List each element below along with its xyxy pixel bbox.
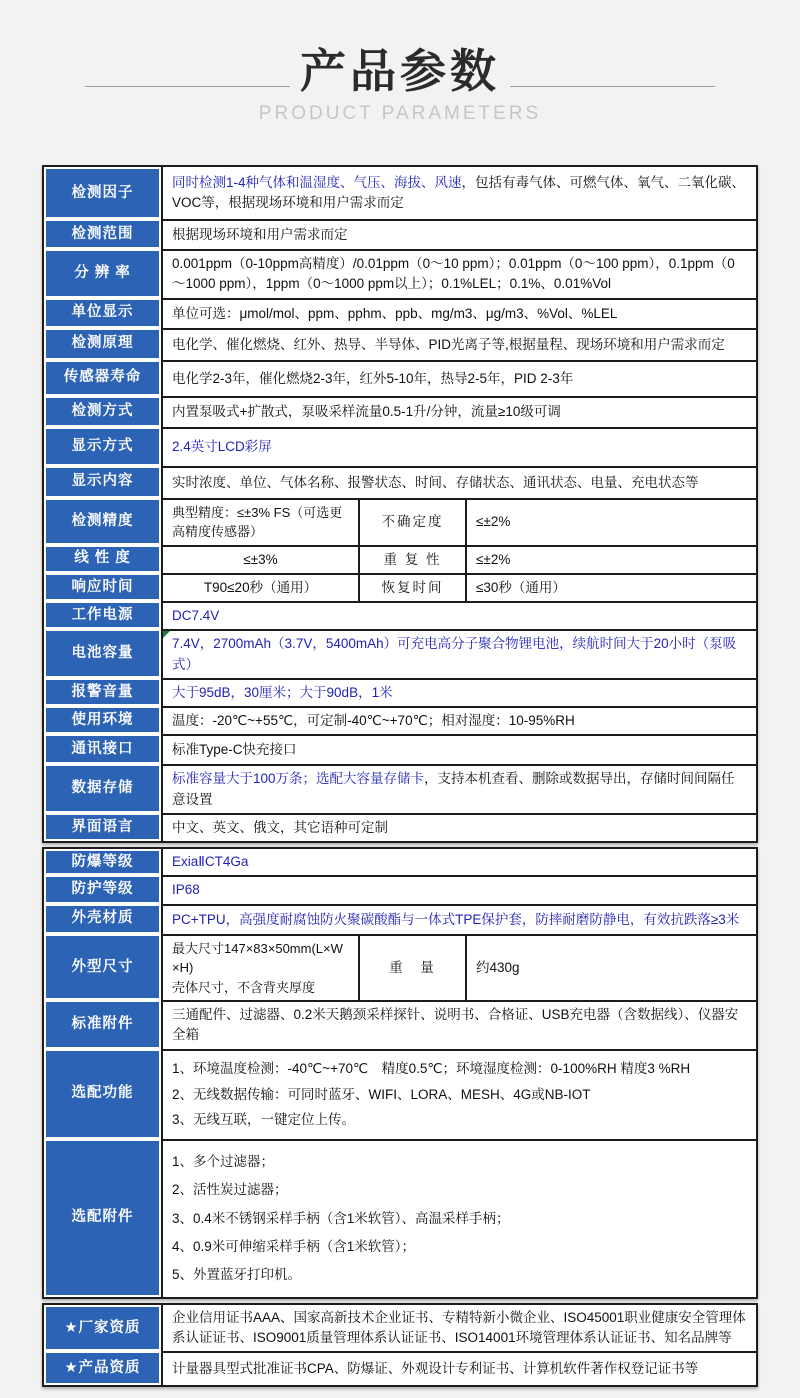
table-row-standard-accessories [44,1000,756,1049]
table-row-ip-rating [44,875,756,903]
row-value: 内置泵吸式+扩散式，泵吸采样流量0.5-1升/分钟，流量≥10级可调 [161,396,756,427]
page-subtitle: PRODUCT PARAMETERS [258,103,542,125]
row-label: 检测精度 [46,500,159,543]
table-row-principle [44,328,756,360]
table-row-detection-range [44,219,756,249]
row-spec: T90≤20秒（通用） [161,573,358,601]
row-label: 界面语言 [46,815,159,839]
table-row-battery [44,629,756,678]
table-row-linearity [44,545,756,573]
table-row-shell-material [44,904,756,934]
row-label: 选配附件 [46,1141,159,1295]
row-value: 三通配件、过滤器、0.2米天鹅颈采样探针、说明书、合格证、USB充电器（含数据线）、仪器安全箱 [161,1000,756,1049]
row-label: 通讯接口 [46,736,159,762]
spec-section-2 [42,847,758,1299]
row-spec: ≤±3% [161,545,358,573]
row-label: 响应时间 [46,575,159,599]
row-mid-label: 重 量 [358,934,465,1001]
table-row-sensor-life [44,360,756,396]
table-row-display-content [44,466,756,498]
excel-note-triangle [163,631,170,638]
row-label: 显示内容 [46,468,159,496]
page-title: 产品参数 [300,45,500,97]
row-label: 选配功能 [46,1051,159,1137]
table-row-power [44,601,756,629]
row-label: ★厂家资质 [46,1307,159,1350]
title-left-line [85,86,290,87]
table-row-language [44,813,756,841]
row-mid-value: ≤±2% [465,545,756,573]
row-label: 检测方式 [46,398,159,425]
table-row-alarm-volume [44,678,756,706]
row-mid-label: 不确定度 [358,498,465,545]
table-row-product-qualifications [44,1351,756,1385]
row-value: 温度：-20℃~+55℃，可定制-40℃~+70℃；相对湿度：10-95%RH [161,706,756,734]
row-value: 电化学2-3年，催化燃烧2-3年，红外5-10年，热导2-5年，PID 2-3年 [161,360,756,396]
table-row-detection-factors [44,167,756,219]
row-spec: 典型精度：≤±3% FS（可选更高精度传感器） [161,498,358,545]
row-value: 计量器具型式批准证书CPA、防爆证、外观设计专利证书、计算机软件著作权登记证书等 [161,1351,756,1385]
row-value: 1、多个过滤器； 2、活性炭过滤器； 3、0.4米不锈钢采样手柄（含1米软管）、高温采样手柄； 4、0.9米可伸缩采样手柄（含1米软管）； 5、外置蓝牙打印机。 [161,1139,756,1297]
row-label: 数据存储 [46,766,159,811]
row-value: 单位可选：μmol/mol、ppm、pphm、ppb、mg/m3、μg/m3、%Vol、%LEL [161,298,756,328]
row-mid-label: 恢复时间 [358,573,465,601]
table-row-comm-interface [44,734,756,764]
row-value: 1、环境温度检测：-40℃~+70℃ 精度0.5℃；环境湿度检测：0-100%RH 精度3 %RH 2、无线数据传输：可同时蓝牙、WIFI、LORA、MESH、4G或NB-IOT 3、无线互联，一键定位上传。 [161,1049,756,1139]
row-mid-value: ≤±2% [465,498,756,545]
table-row-display-type [44,427,756,466]
table-row-maker-qualifications [44,1305,756,1352]
row-value: ExiaⅡCT4Ga [161,849,756,875]
row-label: 防护等级 [46,877,159,901]
table-row-optional-accessories [44,1139,756,1297]
row-label: 工作电源 [46,603,159,627]
row-value: PC+TPU，高强度耐腐蚀防火聚碳酸酯与一体式TPE保护套，防摔耐磨防静电，有效抗跌落≥3米 [161,904,756,934]
row-mid-value: 约430g [465,934,756,1001]
row-value: DC7.4V [161,601,756,629]
row-label: 显示方式 [46,429,159,464]
row-value: 标准容量大于100万条；选配大容量存储卡，支持本机查看、删除或数据导出，存储时间间隔任意设置 [161,764,756,813]
table-row-units [44,298,756,328]
row-label: 使用环境 [46,708,159,732]
row-label: 防爆等级 [46,851,159,873]
row-value: IP68 [161,875,756,903]
row-spec: 最大尺寸147×83×50mm(L×W×H) 壳体尺寸，不含背夹厚度 [161,934,358,1001]
row-label: 分 辨 率 [46,251,159,296]
table-row-dimensions [44,934,756,1001]
row-label: 检测原理 [46,330,159,358]
table-row-detection-method [44,396,756,427]
spec-section-1 [42,165,758,843]
table-row-data-storage [44,764,756,813]
title-right-line [510,86,715,87]
row-value: 根据现场环境和用户需求而定 [161,219,756,249]
table-row-explosion-rating [44,849,756,875]
row-label: 单位显示 [46,300,159,326]
row-label: 传感器寿命 [46,362,159,394]
table-row-accuracy [44,498,756,545]
table-row-resolution [44,249,756,298]
row-mid-value: ≤30秒（通用） [465,573,756,601]
spec-section-3 [42,1303,758,1388]
page-header [0,0,800,125]
row-value: 2.4英寸LCD彩屏 [161,427,756,466]
row-label: 报警音量 [46,680,159,704]
title-row [0,44,800,99]
table-row-environment [44,706,756,734]
row-label: 外壳材质 [46,906,159,932]
row-value: 7.4V，2700mAh（3.7V，5400mAh）可充电高分子聚合物锂电池，续航时间大于20小时（泵吸式） [161,629,756,678]
row-label: 检测范围 [46,221,159,247]
row-value: 0.001ppm（0-10ppm高精度）/0.01ppm（0～10 ppm）；0.01ppm（0～100 ppm），0.1ppm（0～1000 ppm），1ppm（0～1000 ppm以上）；0.1%LEL；0.1%、0.01%Vol [161,249,756,298]
row-value: 电化学、催化燃烧、红外、热导、半导体、PID光离子等,根据量程、现场环境和用户需求而定 [161,328,756,360]
table-row-response-time [44,573,756,601]
spec-table [42,165,758,1387]
row-label: 线 性 度 [46,547,159,571]
row-value: 中文、英文、俄文，其它语种可定制 [161,813,756,841]
row-label: 标准附件 [46,1002,159,1047]
row-value: 标准Type-C快充接口 [161,734,756,764]
row-label: 检测因子 [46,169,159,217]
row-label: ★产品资质 [46,1353,159,1383]
table-row-optional-functions [44,1049,756,1139]
row-value: 同时检测1-4种气体和温湿度、气压、海拔、风速，包括有毒气体、可燃气体、氧气、二氧化碳、VOC等，根据现场环境和用户需求而定 [161,167,756,219]
row-mid-label: 重 复 性 [358,545,465,573]
row-value: 企业信用证书AAA、国家高新技术企业证书、专精特新小微企业、ISO45001职业健康安全管理体系认证证书、ISO9001质量管理体系认证证书、ISO14001环境管理体系认证证书、知名品牌等 [161,1305,756,1352]
row-value: 实时浓度、单位、气体名称、报警状态、时间、存储状态、通讯状态、电量、充电状态等 [161,466,756,498]
row-value: 大于95dB，30厘米；大于90dB，1米 [161,678,756,706]
row-label: 外型尺寸 [46,936,159,999]
row-label: 电池容量 [46,631,159,676]
